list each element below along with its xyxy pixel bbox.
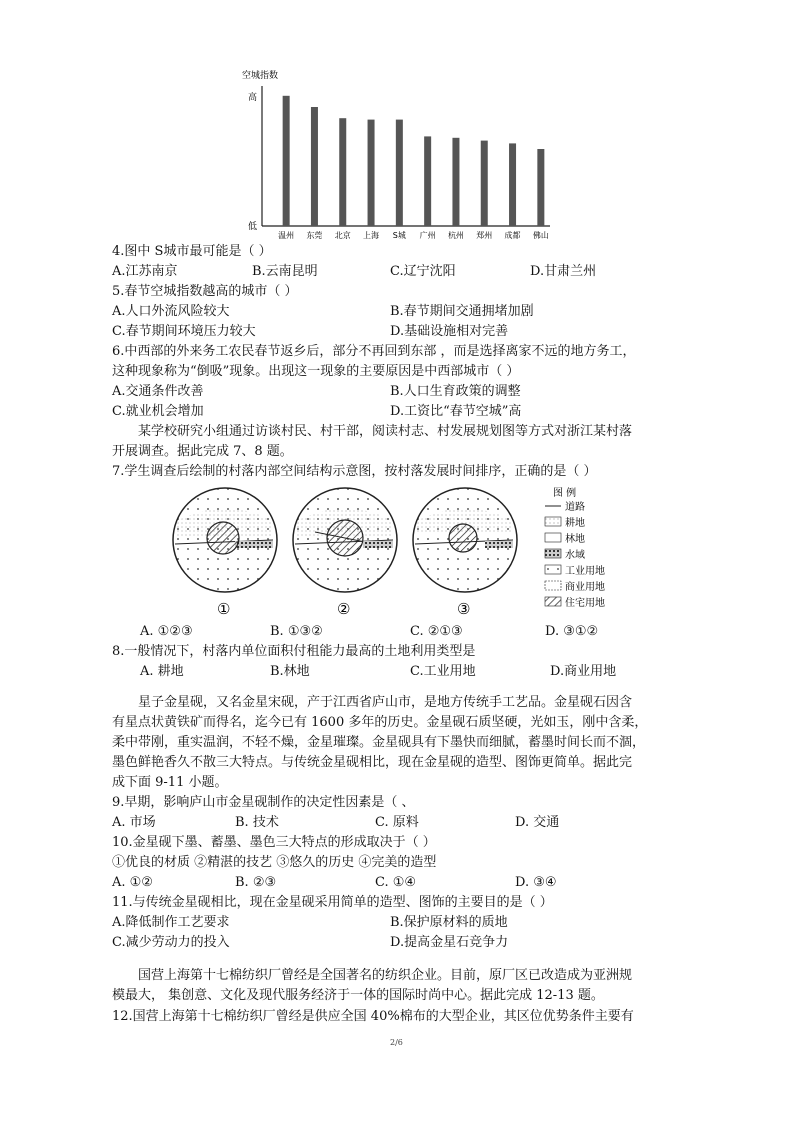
x-tick-label-9: 佛山 bbox=[532, 231, 549, 240]
diagram-legend bbox=[545, 486, 605, 609]
bar-0 bbox=[283, 96, 290, 226]
q11-option-c: C.减少劳动力的投入 bbox=[112, 935, 230, 950]
bar-2 bbox=[339, 118, 346, 226]
q6-stem-line1: 6.中西部的外来务工农民春节返乡后，部分不再回到东部 ，而是选择离家不远的地方务工， bbox=[112, 344, 636, 359]
q7-option-d: D. ③①② bbox=[545, 624, 599, 639]
q5-option-b: B.春节期间交通拥堵加剧 bbox=[390, 304, 534, 319]
q9-option-c: C. 原料 bbox=[375, 815, 419, 830]
q10-option-b: B. ②③ bbox=[235, 875, 277, 890]
village-map-1 bbox=[173, 488, 277, 618]
legend-farmland: 耕地 bbox=[565, 518, 585, 529]
intro-9-11-line2: 有星点状黄铁矿而得名，迄今已有 1600 多年的历史。金星砚石质坚硬，光如玉，刚中含柔， bbox=[112, 715, 648, 730]
q11-option-b: B.保护原材料的质地 bbox=[390, 915, 508, 930]
legend-industrial: 工业用地 bbox=[565, 566, 605, 577]
x-tick-label-0: 温州 bbox=[278, 231, 295, 240]
intro-7-8-line2: 开展调查。据此完成 7、8 题。 bbox=[112, 444, 293, 459]
q5-option-c: C.春节期间环境压力较大 bbox=[112, 324, 256, 339]
village-map-3-label: ③ bbox=[457, 600, 471, 618]
legend-commercial: 商业用地 bbox=[565, 582, 605, 593]
x-tick-label-6: 杭州 bbox=[447, 231, 464, 240]
q12-stem: 12.国营上海第十七棉纺织厂曾经是供应全国 40%棉布的大型企业，其区位优势条件主要有 bbox=[112, 1009, 634, 1024]
q4-stem: 4.图中 S城市最可能是（ ） bbox=[112, 244, 272, 259]
q7-stem: 7.学生调查后绘制的村落内部空间结构示意图，按村落发展时间排序，正确的是（ ） bbox=[112, 464, 597, 479]
q9-option-a: A. 市场 bbox=[112, 815, 156, 830]
q6-stem-line2: 这种现象称为“倒吸”现象。出现这一现象的主要原因是中西部城市（ ） bbox=[112, 364, 520, 379]
q8-option-b: B.林地 bbox=[270, 664, 310, 679]
q6-option-a: A.交通条件改善 bbox=[112, 384, 204, 399]
intro-7-8-line1: 某学校研究小组通过访谈村民、村干部，阅读村志、村发展规划图等方式对浙江某村落 bbox=[138, 424, 633, 439]
bar-5 bbox=[424, 136, 431, 226]
legend-road: 道路 bbox=[565, 502, 585, 513]
q4-option-d: D.甘肃兰州 bbox=[530, 264, 597, 279]
empty-city-index-chart bbox=[232, 64, 562, 244]
q9-option-d: D. 交通 bbox=[515, 815, 560, 830]
chart-ylabel: 空城指数 bbox=[242, 71, 279, 81]
village-map-2 bbox=[293, 488, 397, 618]
legend-title: 图 例 bbox=[553, 488, 577, 499]
q11-option-a: A.降低制作工艺要求 bbox=[112, 915, 230, 930]
intro-12-13-line2: 模最大， 集创意、文化及现代服务经济于一体的国际时尚中心。据此完成 12-13 题。 bbox=[112, 988, 604, 1003]
intro-9-11-line1: 星子金星砚，又名金星宋砚，产于江西省庐山市，是地方传统手工艺品。金星砚石因含 bbox=[138, 695, 633, 710]
q9-stem: 9.早期，影响庐山市金星砚制作的决定性因素是（ 、 bbox=[112, 795, 415, 810]
bar-4 bbox=[396, 120, 403, 226]
intro-9-11-line4: 墨色鲜艳香久不散三大特点。与传统金星砚相比，现在金星砚的造型、图饰更简单。据此完 bbox=[112, 755, 633, 770]
q8-option-c: C.工业用地 bbox=[410, 664, 476, 679]
intro-12-13-line1: 国营上海第十七棉纺织厂曾经是全国著名的纺织企业。目前，原厂区已改造成为亚洲规 bbox=[138, 968, 633, 983]
q4-option-b: B.云南昆明 bbox=[252, 264, 318, 279]
page-number: 2/6 bbox=[390, 1038, 403, 1047]
q5-stem: 5.春节空城指数越高的城市（ ） bbox=[112, 284, 298, 299]
legend-forest: 林地 bbox=[565, 534, 585, 545]
village-map-3 bbox=[413, 488, 517, 618]
x-tick-label-8: 成都 bbox=[504, 231, 521, 240]
x-tick-label-3: 上海 bbox=[363, 231, 380, 240]
x-tick-label-2: 北京 bbox=[334, 231, 351, 240]
x-tick-label-1: 东莞 bbox=[306, 231, 323, 240]
intro-9-11-line3: 柔中带刚，重实温润，不轻不燥，金星璀璨。金星砚具有下墨快而细腻，蓄墨时间长而不涸， bbox=[112, 735, 646, 750]
q7-option-b: B. ①③② bbox=[270, 624, 323, 639]
q6-option-d: D.工资比“春节空城”高 bbox=[390, 404, 522, 419]
village-map-2-label: ② bbox=[337, 600, 351, 618]
bar-8 bbox=[509, 143, 516, 226]
q10-stem: 10.金星砚下墨、蓄墨、墨色三大特点的形成取决于（ ） bbox=[112, 835, 436, 850]
q6-option-c: C.就业机会增加 bbox=[112, 404, 204, 419]
bar-3 bbox=[368, 120, 375, 226]
q7-option-c: C. ②①③ bbox=[410, 624, 463, 639]
q8-option-a: A. 耕地 bbox=[140, 664, 184, 679]
q8-stem: 8.一般情况下，村落内单位面积付租能力最高的土地利用类型是 bbox=[112, 644, 476, 659]
q6-option-b: B.人口生育政策的调整 bbox=[390, 384, 521, 399]
q11-stem: 11.与传统金星砚相比，现在金星砚采用简单的造型、图饰的主要目的是（ ） bbox=[112, 895, 553, 910]
q11-option-d: D.提高金星石竞争力 bbox=[390, 935, 509, 950]
x-tick-label-7: 郑州 bbox=[476, 231, 493, 240]
bar-6 bbox=[452, 138, 459, 226]
q10-option-c: C. ①④ bbox=[375, 875, 417, 890]
bar-7 bbox=[481, 141, 488, 226]
q7-option-a: A. ①②③ bbox=[140, 624, 193, 639]
village-structure-diagram bbox=[165, 486, 645, 621]
q4-option-a: A.江苏南京 bbox=[112, 264, 178, 279]
x-tick-label-5: 广州 bbox=[419, 231, 436, 240]
q8-option-d: D.商业用地 bbox=[550, 664, 617, 679]
village-map-1-label: ① bbox=[217, 600, 231, 618]
chart-y-low-label: 低 bbox=[248, 222, 258, 232]
legend-water: 水域 bbox=[565, 550, 585, 561]
bar-1 bbox=[311, 107, 318, 226]
intro-9-11-line5: 成下面 9-11 小题。 bbox=[112, 775, 228, 790]
legend-residential: 住宅用地 bbox=[565, 598, 605, 609]
bar-9 bbox=[537, 149, 544, 226]
q9-option-b: B. 技术 bbox=[235, 815, 279, 830]
q10-option-a: A. ①② bbox=[112, 875, 153, 890]
q4-option-c: C.辽宁沈阳 bbox=[390, 264, 456, 279]
q5-option-a: A.人口外流风险较大 bbox=[112, 304, 230, 319]
q5-option-d: D.基础设施相对完善 bbox=[390, 324, 509, 339]
q10-option-d: D. ③④ bbox=[515, 875, 557, 890]
x-tick-label-4: S城 bbox=[392, 231, 406, 240]
chart-y-high-label: 高 bbox=[248, 93, 258, 103]
q10-options-list: ①优良的材质 ②精湛的技艺 ③悠久的历史 ④完美的造型 bbox=[112, 855, 437, 870]
